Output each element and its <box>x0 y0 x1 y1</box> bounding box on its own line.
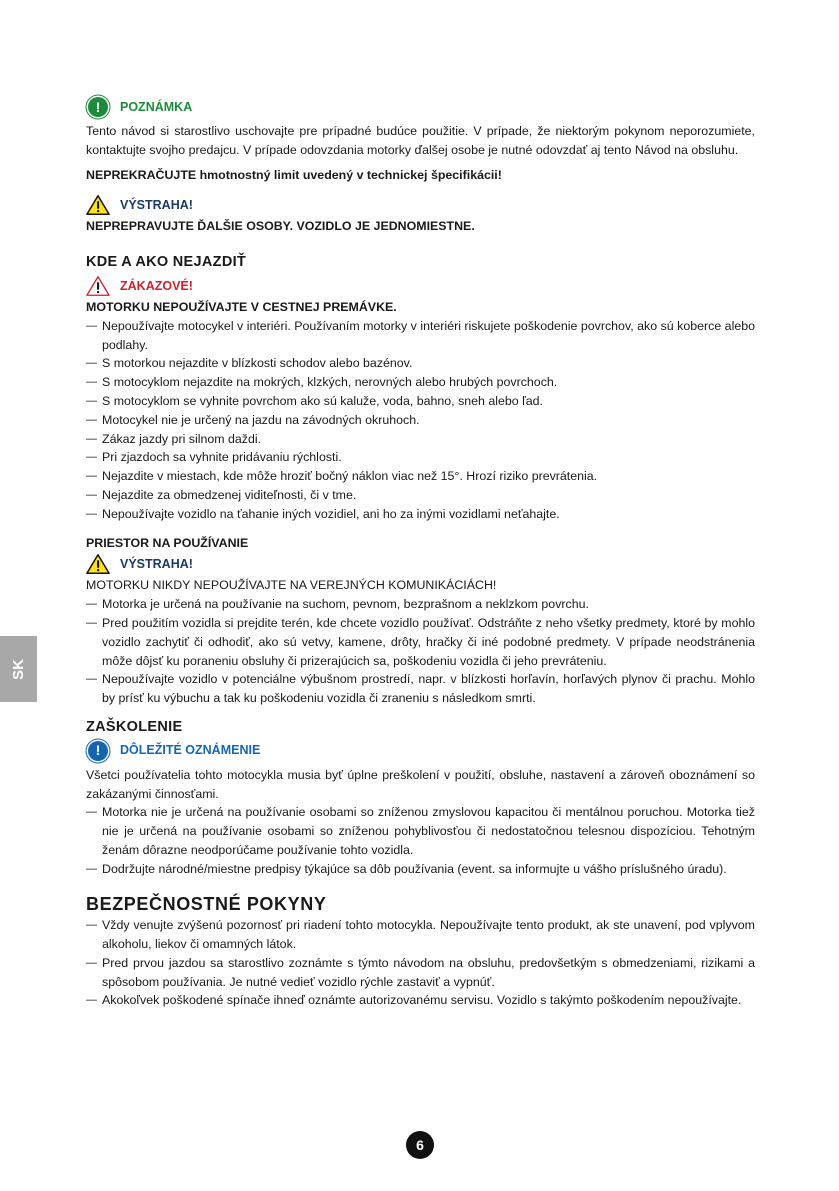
list-item: — Pri zjazdoch sa vyhnite pridávaniu rýchlosti. <box>86 448 755 467</box>
list-item: — Nepoužívajte vozidlo na ťahanie iných vozidiel, ani ho za inými vozidlami neťahajte. <box>86 505 755 524</box>
exclamation-circle-icon: ! <box>86 96 110 118</box>
language-tab: SK <box>0 636 37 702</box>
list-item: — S motocyklom nejazdite na mokrých, klzkých, nerovných alebo hrubých povrchoch. <box>86 373 755 392</box>
section-heading: ZAŠKOLENIE <box>86 718 183 735</box>
list-item: — Pred použitím vozidla si prejdite terén, kde chcete vozidlo používať. Odstráňte z neho všetky predmety, ktoré by mohlo vozidlo zachytiť či odhodiť, ako sú vetvy, kamene, drôty, hračky či iné podobné predmety. V prípade neodstránenia môže dôjsť ku poraneniu obsluhy či prizerajúcich sa, poškodeniu vozidla či jeho prevráteniu. <box>86 614 755 670</box>
list-item: — S motocyklom se vyhnite povrchom ako sú kaluže, voda, bahno, sneh alebo ľad. <box>86 392 755 411</box>
list-item: — Akokoľvek poškodené spínače ihneď oznámte autorizovanému servisu. Vozidlo s takýmto poškodením nepoužívajte. <box>86 991 755 1010</box>
exclamation-circle-icon: ! <box>86 740 110 762</box>
list-item: — S motorkou nejazdite v blízkosti schodov alebo bazénov. <box>86 354 755 373</box>
page-number: 6 <box>406 1131 434 1159</box>
important-callout: ! DÔLEŽITÉ OZNÁMENIE <box>86 739 755 763</box>
list-item: — Motorka nie je určená na používanie osobami so zníženou zmyslovou kapacitou či mentálnou poruchou. Motorka tiež nie je určená na používanie osobami so zníženou pohyblivosťou či nedostatočnou telesnou dispozíciou. Tehotným ženám dôrazne neodporúčame používanie tohto vozidla. <box>86 803 755 859</box>
warning-text: NEPREPRAVUJTE ĎALŠIE OSOBY. VOZIDLO JE JEDNOMIESTNE. <box>86 219 475 234</box>
list-item: — Dodržujte národné/miestne predpisy týkajúce sa dôb používania (event. sa informujte u vášho príslušného úradu). <box>86 860 755 879</box>
note-text: Tento návod si starostlivo uschovajte pre prípadné budúce použitie. V prípade, že niektorým pokynom neporozumiete, kontaktujte svojho predajcu. V prípade odovzdania motorky ďalšej osobe je nutné odovzdať aj tento Návod na obsluhu. <box>86 124 755 157</box>
warning-callout: VÝSTRAHA! <box>86 552 755 576</box>
note-callout: ! POZNÁMKA <box>86 95 755 119</box>
list-item: — Pred prvou jazdou sa starostlivo zoznámte s týmto návodom na obsluhu, predovšetkým s obmedzeniami, rizikami a spôsobom používania. Je nutné vedieť vozidlo rýchle zastaviť a vypnúť. <box>86 954 755 992</box>
list-item: — Nepoužívajte motocykel v interiéri. Používaním motorky v interiéri riskujete poškodenie povrchov, ako sú koberce alebo podlahy. <box>86 317 755 355</box>
lead-text: MOTORKU NEPOUŽÍVAJTE V CESTNEJ PREMÁVKE. <box>86 299 397 314</box>
training-list <box>86 803 755 878</box>
list-item: — Vždy venujte zvýšenú pozornosť pri riadení tohto motocykla. Nepoužívajte tento produkt, ak ste unavení, pod vplyvom alkoholu, liekov či omamných látok. <box>86 916 755 954</box>
list-item: — Motorka je určená na používanie na suchom, pevnom, bezprašnom a neklzkom povrchu. <box>86 595 755 614</box>
section-heading: BEZPEČNOSTNÉ POKYNY <box>86 893 327 914</box>
space-list <box>86 595 755 708</box>
content <box>86 95 755 1010</box>
list-item: — Zákaz jazdy pri silnom daždi. <box>86 430 755 449</box>
section-subheading: PRIESTOR NA POUŽÍVANIE <box>86 535 249 550</box>
section-heading: KDE A AKO NEJAZDIŤ <box>86 254 247 271</box>
warning-triangle-icon <box>86 553 110 575</box>
list-item: — Nepoužívajte vozidlo v potenciálne výbušnom prostredí, napr. v blízkosti horľavín, horľavých plynov či prachu. Mohlo by prísť ku výbuchu a tak ku poškodeniu vozidla či zraneniu s následkom smrti. <box>86 670 755 708</box>
warning-triangle-outline-icon <box>86 275 110 297</box>
prohibited-callout: ZÁKAZOVÉ! <box>86 274 755 298</box>
lead-text: MOTORKU NIKDY NEPOUŽÍVAJTE NA VEREJNÝCH KOMUNIKÁCIÁCH! <box>86 578 497 593</box>
warning-callout: VÝSTRAHA! <box>86 193 755 217</box>
lead-text: Všetci používatelia tohto motocykla musia byť úplne preškolení v použití, obsluhe, nastavení a zároveň oboznámení so zakázanými činnosťami. <box>86 767 755 801</box>
list-item: — Nejazdite v miestach, kde môže hroziť bočný náklon viac než 15°. Hrozí riziko prevrátenia. <box>86 467 755 486</box>
warning-triangle-icon <box>86 194 110 216</box>
prohibited-list <box>86 317 755 524</box>
list-item: — Nejazdite za obmedzenej viditeľnosti, či v tme. <box>86 486 755 505</box>
safety-list <box>86 916 755 1010</box>
list-item: — Motocykel nie je určený na jazdu na závodných okruhoch. <box>86 411 755 430</box>
weight-limit-note: NEPREKRAČUJTE hmotnostný limit uvedený v technickej špecifikácii! <box>86 167 502 182</box>
